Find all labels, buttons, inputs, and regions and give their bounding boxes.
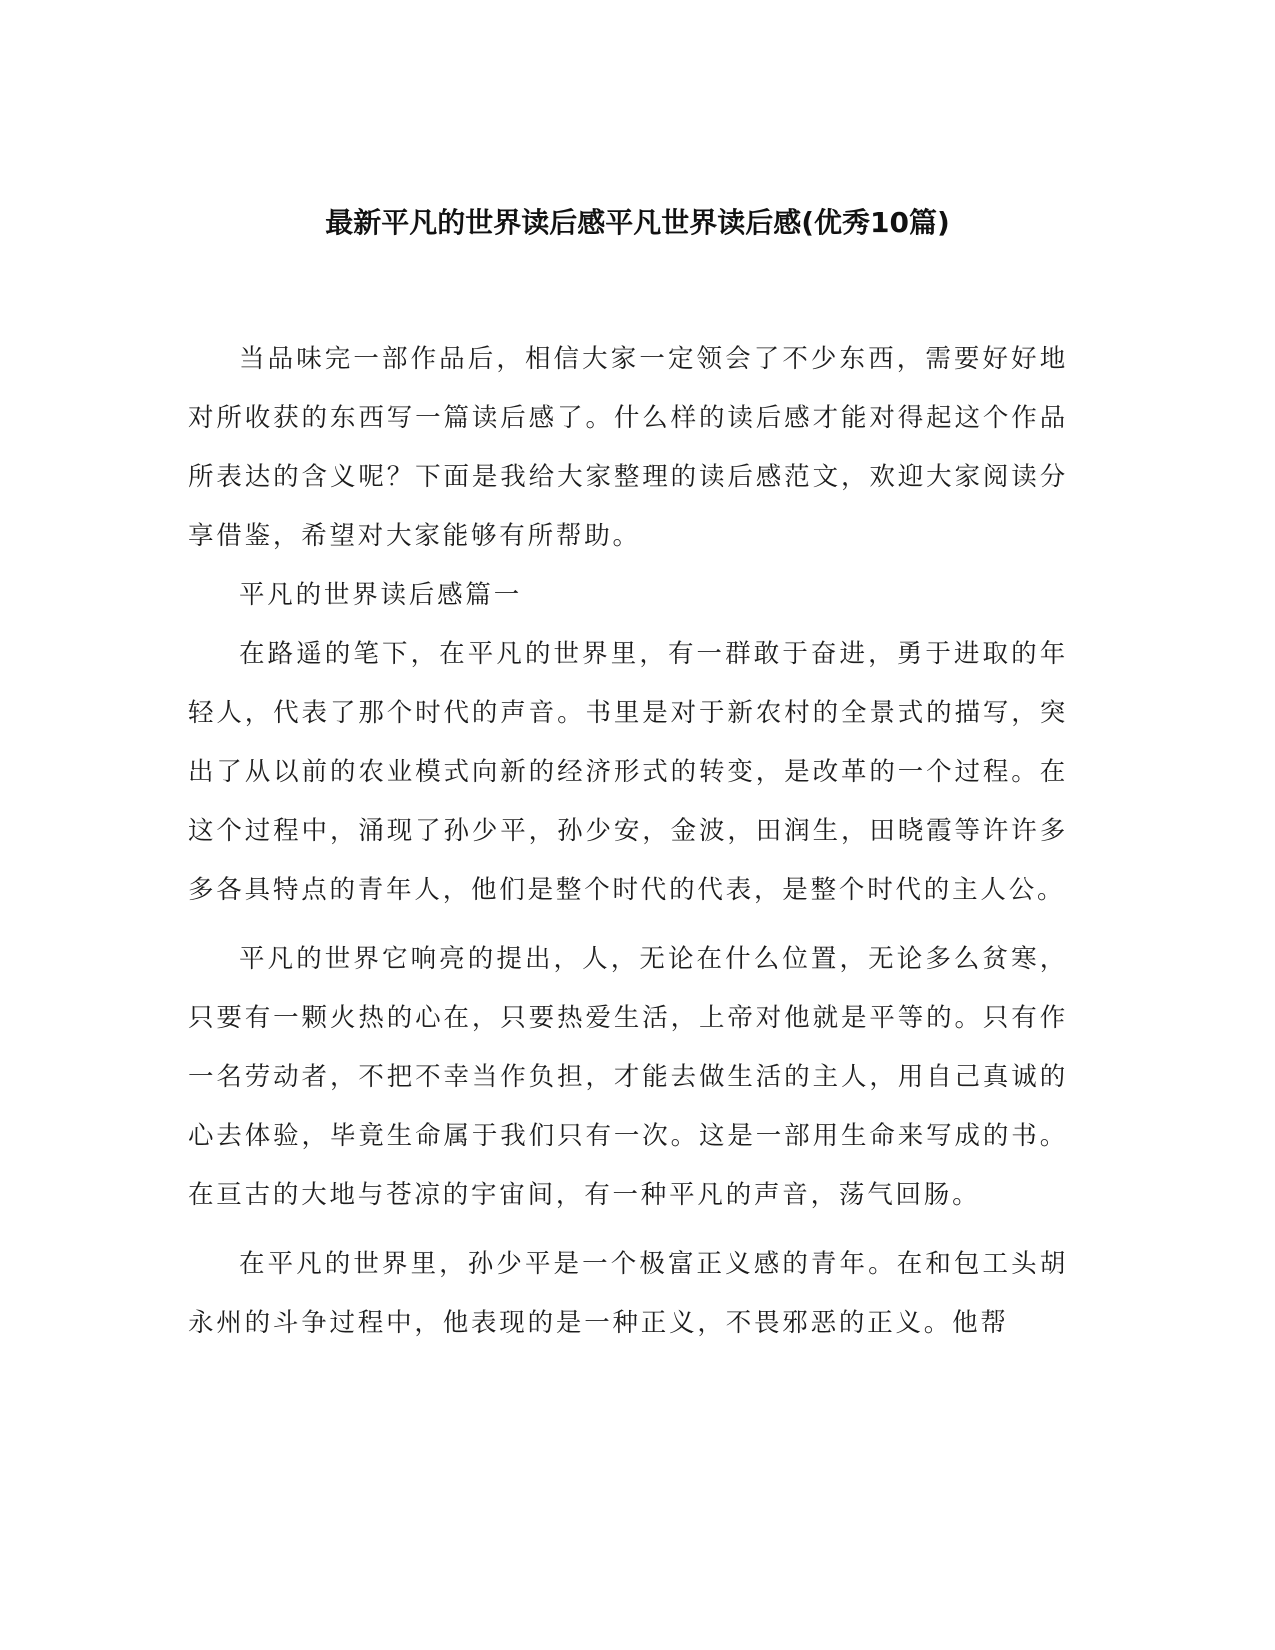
section-heading: 平凡的世界读后感篇一 — [239, 580, 523, 610]
document-body — [188, 330, 1068, 1353]
intro-paragraph: 当品味完一部作品后，相信大家一定领会了不少东西，需要好好地对所收获的东西写一篇读后感了。什么样的读后感才能对得起这个作品所表达的含义呢？下面是我给大家整理的读后感范文，欢迎大家阅读分享借鉴，希望对大家能够有所帮助。 — [188, 344, 1068, 551]
body-paragraph-1: 在路遥的笔下，在平凡的世界里，有一群敢于奋进，勇于进取的年轻人，代表了那个时代的声音。书里是对于新农村的全景式的描写，突出了从以前的农业模式向新的经济形式的转变，是改革的一个过程。在这个过程中，涌现了孙少平，孙少安，金波，田润生，田晓霞等许许多多各具特点的青年人，他们是整个时代的代表，是整个时代的主人公。 — [188, 639, 1068, 905]
document-title: 最新平凡的世界读后感平凡世界读后感(优秀10篇) — [325, 206, 950, 239]
body-paragraph-3: 在平凡的世界里，孙少平是一个极富正义感的青年。在和包工头胡永州的斗争过程中，他表现的是一种正义，不畏邪恶的正义。他帮 — [188, 1249, 1068, 1338]
body-paragraph-2: 平凡的世界它响亮的提出，人，无论在什么位置，无论多么贫寒，只要有一颗火热的心在，只要热爱生活，上帝对他就是平等的。只有作一名劳动者，不把不幸当作负担，才能去做生活的主人，用自己真诚的心去体验，毕竟生命属于我们只有一次。这是一部用生命来写成的书。在亘古的大地与苍凉的宇宙间，有一种平凡的声音，荡气回肠。 — [188, 944, 1068, 1210]
